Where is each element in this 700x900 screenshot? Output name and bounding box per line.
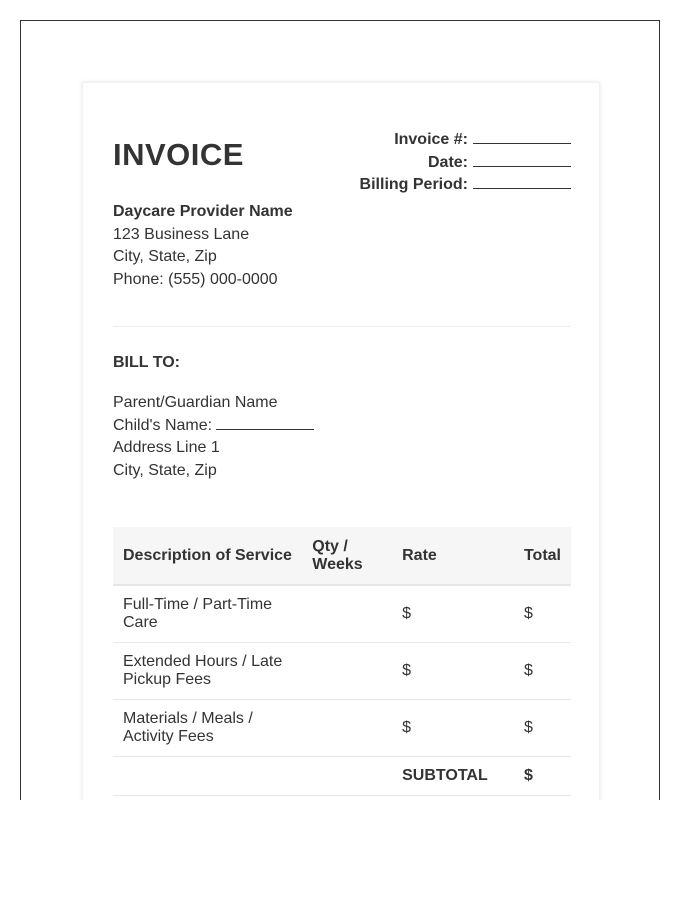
services-table — [113, 527, 571, 796]
child-name-blank — [216, 415, 314, 430]
parent-name: Parent/Guardian Name — [113, 394, 278, 411]
row-rate: $ — [392, 585, 514, 643]
invoice-date-row — [360, 152, 571, 175]
provider-address-line-1: 123 Business Lane — [113, 225, 250, 243]
invoice-number-row — [360, 129, 571, 152]
row-total: $ — [514, 643, 571, 700]
header-description: Description of Service — [113, 527, 302, 585]
bill-to-info — [113, 392, 314, 482]
billing-period-row — [360, 174, 571, 197]
subtotal-row — [113, 757, 571, 796]
invoice-number-blank — [473, 129, 571, 144]
provider-phone: Phone: (555) 000-0000 — [113, 270, 278, 288]
bill-to-address-line-2: City, State, Zip — [113, 461, 217, 479]
header-total: Total — [514, 527, 571, 585]
subtotal-value: $ — [514, 757, 571, 796]
table-row — [113, 700, 571, 757]
subtotal-spacer — [302, 757, 392, 796]
billing-period-blank — [473, 174, 571, 189]
table-row — [113, 585, 571, 643]
bill-to-heading: BILL TO: — [113, 354, 180, 371]
invoice-meta — [360, 129, 571, 197]
child-name-label: Child's Name: — [113, 416, 213, 434]
row-qty — [302, 700, 392, 757]
row-total: $ — [514, 700, 571, 757]
row-rate: $ — [392, 700, 514, 757]
provider-address-line-2: City, State, Zip — [113, 248, 217, 265]
subtotal-label: SUBTOTAL — [392, 757, 514, 796]
invoice-title: INVOICE — [113, 137, 244, 172]
row-description: Materials / Meals / Activity Fees — [113, 700, 302, 757]
child-name-row — [113, 415, 314, 438]
document-viewport — [20, 20, 660, 800]
invoice-number-label: Invoice #: — [394, 131, 468, 148]
row-rate: $ — [392, 643, 514, 700]
header-qty: Qty / Weeks — [302, 527, 392, 585]
row-total: $ — [514, 585, 571, 643]
provider-info — [113, 201, 293, 291]
section-divider — [113, 326, 571, 327]
header-rate: Rate — [392, 527, 514, 585]
row-description: Full-Time / Part-Time Care — [113, 585, 302, 643]
invoice-page — [82, 82, 600, 800]
bill-to-address-line-1: Address Line 1 — [113, 439, 220, 456]
invoice-date-blank — [473, 152, 571, 167]
table-header-row — [113, 527, 571, 585]
provider-name: Daycare Provider Name — [113, 203, 293, 220]
table-row — [113, 643, 571, 700]
subtotal-spacer — [113, 757, 302, 796]
billing-period-label: Billing Period: — [359, 176, 468, 193]
row-description: Extended Hours / Late Pickup Fees — [113, 643, 302, 700]
invoice-date-label: Date: — [427, 153, 468, 171]
row-qty — [302, 643, 392, 700]
row-qty — [302, 585, 392, 643]
